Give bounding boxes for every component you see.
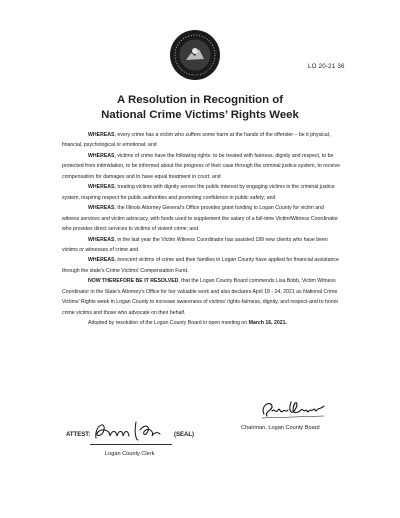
paragraph-text: , that the Logan County Board commends Lisa Bobb, Victim Witness Coordinator in the State’s Attorney’s Office for her valuable work and also declares April 18 - 24, 2021 as National Crime Victims’ Rights week in Logan County to increase awareness of victims’ rights-fairness, dignity, and respect-and to honor crime victims and those who advocate on their behalf. [62, 278, 339, 316]
paragraph-lead: WHEREAS [88, 132, 115, 138]
document-number: LO 20-21 36 [308, 63, 345, 70]
paragraph [62, 276, 340, 318]
resolution-body [62, 130, 340, 329]
adoption-statement [62, 318, 340, 328]
paragraph [62, 255, 340, 276]
clerk-signature [90, 418, 164, 446]
title-line-1: A Resolution in Recognition of [117, 94, 283, 106]
seal-label: (SEAL) [174, 432, 194, 438]
paragraph-lead: NOW THEREFORE BE IT RESOLVED [88, 278, 179, 285]
paragraph [62, 151, 340, 182]
adoption-text: Adopted by resolution of the Logan County Board in open meeting on [88, 320, 249, 327]
paragraph [62, 235, 340, 256]
paragraph-lead: WHEREAS [88, 236, 115, 243]
clerk-label: Logan County Clerk [105, 451, 155, 457]
adoption-date: March 16, 2021. [248, 320, 287, 327]
title-line-2: National Crime Victims’ Rights Week [101, 109, 299, 121]
paragraph [62, 182, 340, 203]
paragraph [62, 203, 340, 234]
paragraph-text: , every crime has a victim who suffers some harm at the hands of the offender – be it physical, financial, psychological or emotional; and [62, 132, 331, 149]
attest-label: ATTEST: [66, 432, 91, 438]
paragraph-lead: WHEREAS [88, 205, 115, 212]
paragraph-text: , the Illinois Attorney General’s Office provides grant funding to Logan County for victim and witness services and victim advocacy, with funds used to supplement the salary of a full-time Victim/Witness Coordinator who provides direct services to victims of violent crime; and [62, 205, 339, 233]
paragraph [62, 130, 340, 151]
paragraph-text: , victims of crime have the following rights: to be treated with fairness, dignity and respect, to be protected from intimidation, to be informed about the progress of their case through the criminal justice system, to receive compensation for damages and to have equal treatment in court; and [62, 152, 340, 180]
paragraph-text: , in the last year the Victim Witness Coordinator has assisted 199 new clients who have been victims or witnesses of crime and [62, 236, 328, 253]
attest-signature-line [90, 444, 172, 445]
paragraph-text: , treating victims with dignity serves the public interest by engaging victims in the criminal justice system, inspiring respect for public authorities and promoting confidence in public safety; and [62, 184, 335, 201]
paragraph-lead: WHEREAS [88, 152, 115, 159]
chairman-signature [258, 396, 328, 422]
paragraph-text: , innocent victims of crime and their families in Logan County have applied for financial assistance through the state’s Crime Victims’ Compensation Fund. [62, 257, 339, 274]
paragraph-lead: WHEREAS [88, 257, 115, 264]
county-seal-logo [169, 29, 221, 81]
paragraph-lead: WHEREAS [88, 184, 115, 191]
chairman-label: Chairman, Logan County Board [241, 425, 320, 431]
